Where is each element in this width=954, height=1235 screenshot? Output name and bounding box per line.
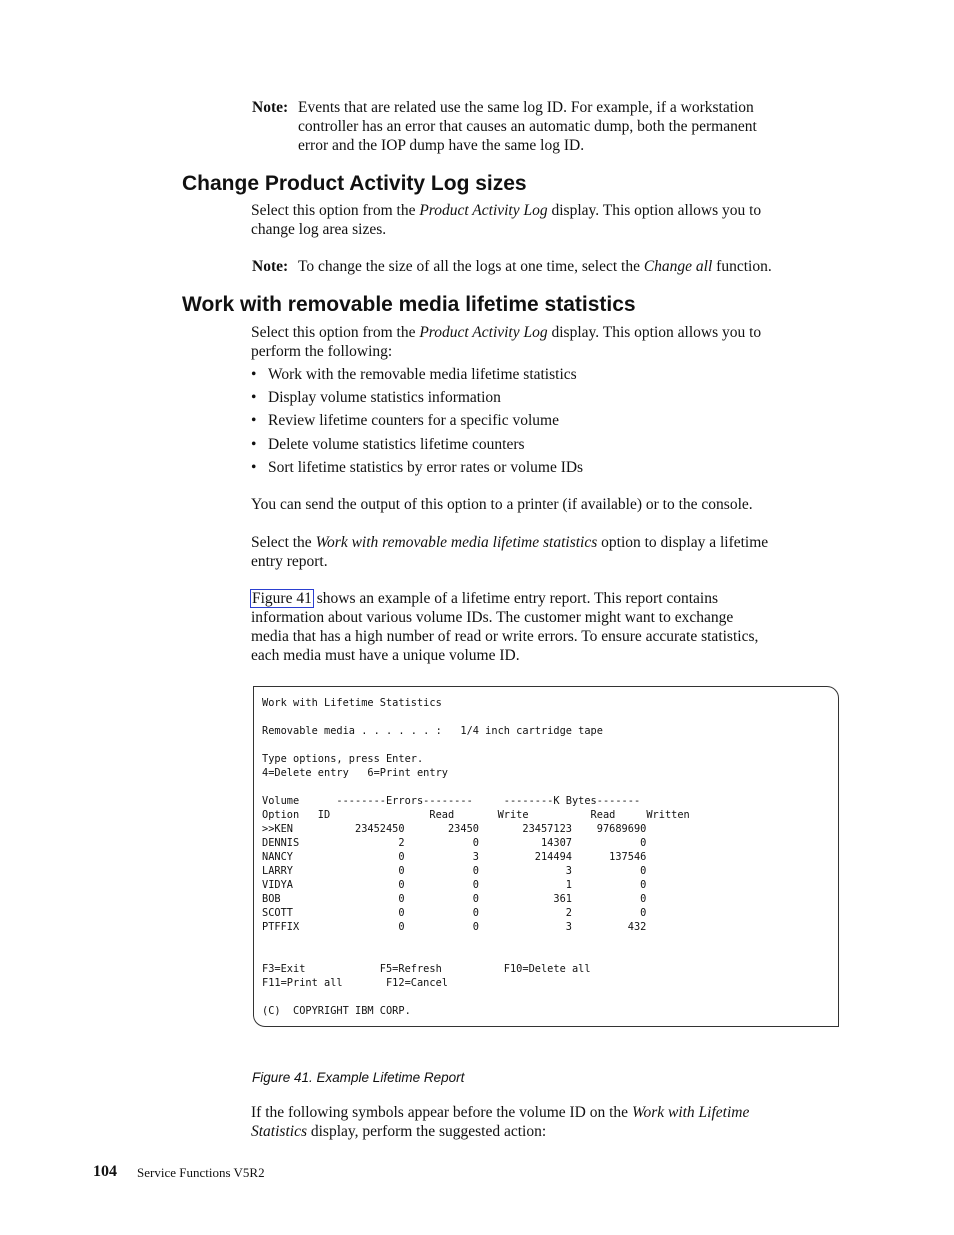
lifetime-statistics-screen: [253, 686, 839, 1027]
text: each media must have a unique volume ID.: [251, 647, 520, 664]
removable-media-line: Removable media . . . . . . : 1/4 inch cartridge tape: [262, 725, 603, 737]
text: change log area sizes.: [251, 221, 387, 238]
list-item-text: Delete volume statistics lifetime counters: [268, 436, 525, 453]
table-row: BOB 0 0 361 0: [262, 893, 647, 905]
note-label: Note:: [252, 99, 289, 116]
text: Select the: [251, 534, 316, 551]
function-keys-line: F3=Exit F5=Refresh F10=Delete all: [262, 963, 591, 975]
note-body: [298, 98, 842, 155]
bullet-icon: •: [251, 459, 257, 476]
table-row: DENNIS 2 0 14307 0: [262, 837, 647, 849]
emphasis: Product Activity Log: [419, 202, 548, 219]
bullet-icon: •: [251, 436, 257, 453]
text: display. This option allows you to: [547, 324, 762, 341]
text: entry report.: [251, 553, 328, 570]
note-change-all: [252, 257, 842, 277]
table-row: LARRY 0 0 3 0: [262, 865, 647, 877]
emphasis: Work with removable media lifetime statistics: [315, 534, 598, 551]
figure-41-link[interactable]: Figure 41: [252, 590, 312, 607]
text: information about various volume IDs. The customer might want to exchange: [251, 609, 734, 626]
copyright-line: (C) COPYRIGHT IBM CORP.: [262, 1005, 411, 1017]
section2-paragraph: [251, 323, 841, 361]
bullet-icon: •: [251, 366, 257, 383]
table-header: Option ID Read Write Read Written: [262, 809, 690, 821]
emphasis: Product Activity Log: [419, 324, 548, 341]
list-item-text: Display volume statistics information: [268, 389, 501, 406]
table-row: SCOTT 0 0 2 0: [262, 907, 647, 919]
text: To change the size of all the logs at one time, select the: [298, 258, 644, 275]
bullet-icon: •: [251, 389, 257, 406]
list-item-text: Sort lifetime statistics by error rates or volume IDs: [268, 459, 584, 476]
note-label: Note:: [252, 258, 289, 275]
emphasis: Statistics: [251, 1123, 307, 1140]
book-title: Service Functions V5R2: [137, 1165, 265, 1180]
note-line: Events that are related use the same log ID. For example, if a workstation: [298, 99, 754, 116]
section-heading-removable-media: Work with removable media lifetime statistics: [182, 293, 636, 316]
emphasis: Work with Lifetime: [631, 1104, 750, 1121]
figure-reference-paragraph: [251, 589, 851, 665]
closing-paragraph: [251, 1103, 841, 1141]
screen-content: [262, 696, 690, 1018]
text: function.: [712, 258, 772, 275]
note-events-log-id: [252, 98, 842, 158]
text: display, perform the suggested action:: [306, 1123, 547, 1140]
list-item-text: Review lifetime counters for a specific volume: [268, 412, 559, 429]
note-body: [298, 257, 842, 276]
text: display. This option allows you to: [547, 202, 762, 219]
type-options-line: Type options, press Enter.: [262, 753, 424, 765]
screen-title: Work with Lifetime Statistics: [262, 697, 442, 709]
table-row: >>KEN 23452450 23450 23457123 97689690: [262, 823, 647, 835]
select-paragraph: [251, 533, 841, 571]
text: perform the following:: [251, 343, 393, 360]
text: If the following symbols appear before the volume ID on the: [251, 1104, 632, 1121]
text: Select this option from the: [251, 202, 420, 219]
section1-paragraph: [251, 201, 841, 239]
text: shows an example of a lifetime entry report. This report contains: [312, 590, 719, 607]
emphasis: Change all: [643, 258, 713, 275]
text: media that has a high number of read or write errors. To ensure accurate statistics,: [251, 628, 759, 645]
section-heading-change-log-sizes: Change Product Activity Log sizes: [182, 172, 527, 195]
table-row: NANCY 0 3 214494 137546: [262, 851, 647, 863]
output-paragraph: You can send the output of this option to a printer (if available) or to the console.: [251, 496, 753, 513]
function-keys-line: F11=Print all F12=Cancel: [262, 977, 448, 989]
text: option to display a lifetime: [597, 534, 769, 551]
list-item-text: Work with the removable media lifetime statistics: [268, 366, 577, 383]
options-line: 4=Delete entry 6=Print entry: [262, 767, 448, 779]
text: Select this option from the: [251, 324, 420, 341]
note-line: controller has an error that causes an automatic dump, both the permanent: [298, 118, 757, 135]
table-header: Volume --------Errors-------- --------K Bytes-------: [262, 795, 641, 807]
note-line: error and the IOP dump have the same log ID.: [298, 137, 585, 154]
table-row: PTFFIX 0 0 3 432: [262, 921, 647, 933]
figure-caption: Figure 41. Example Lifetime Report: [252, 1070, 465, 1085]
table-row: VIDYA 0 0 1 0: [262, 879, 647, 891]
bullet-icon: •: [251, 412, 257, 429]
page-number: 104: [93, 1163, 117, 1180]
